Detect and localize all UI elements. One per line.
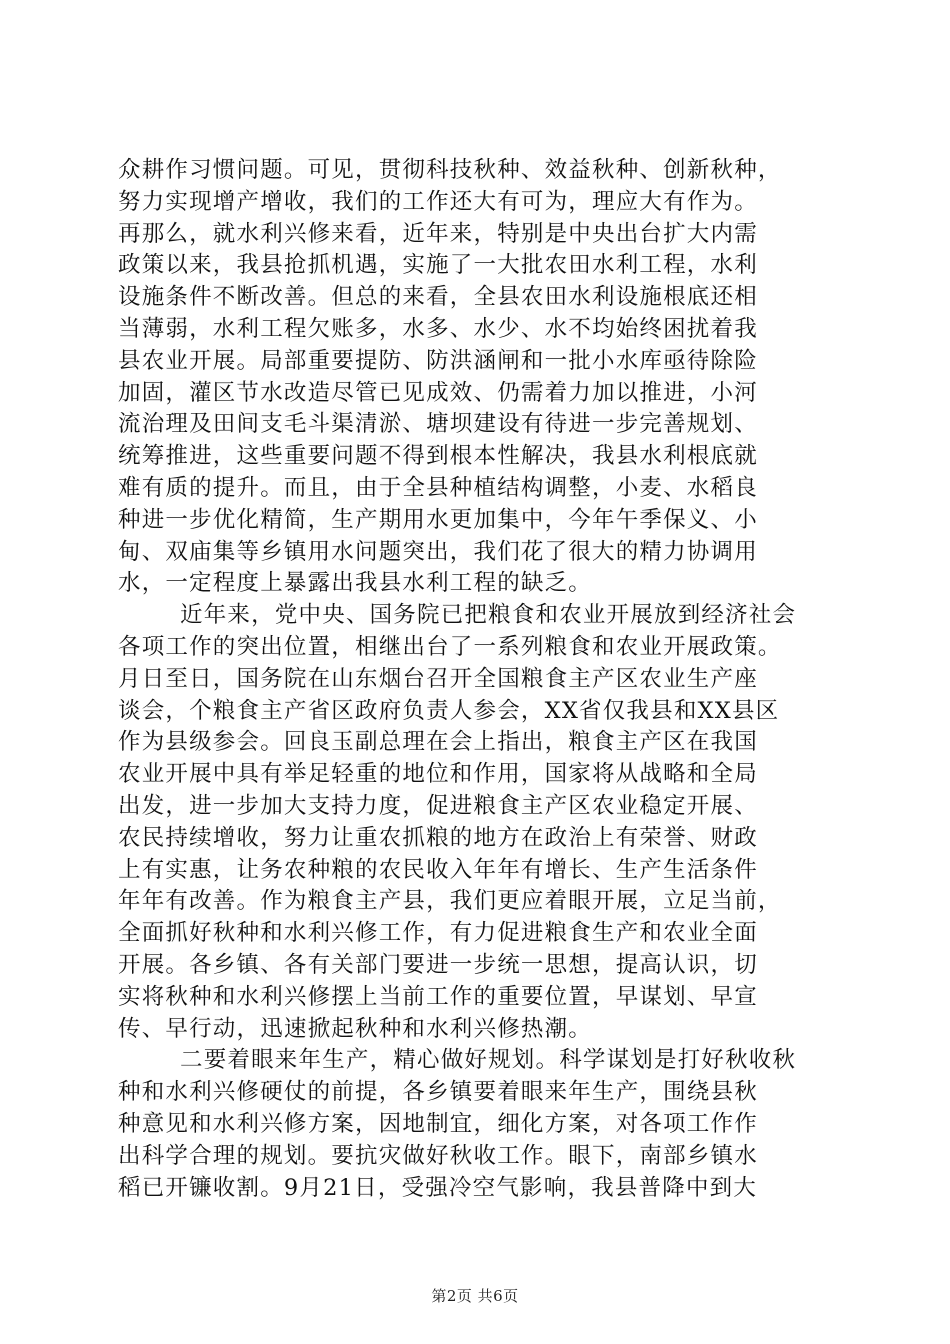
document-body xyxy=(118,155,830,1204)
text-line: 传、早行动，迅速掀起秋种和水利兴修热潮。 xyxy=(118,1015,593,1042)
text-line: 努力实现增产增收，我们的工作还大有可为，理应大有作为。 xyxy=(118,188,758,215)
text-line: 作为县级参会。回良玉副总理在会上指出，粮食主产区在我国 xyxy=(118,729,758,756)
text-line: 出发，进一步加大支持力度，促进粮食主产区农业稳定开展、 xyxy=(118,792,758,819)
text-line: 全面抓好秋种和水利兴修工作，有力促进粮食生产和农业全面 xyxy=(118,920,758,947)
text-line: 当薄弱，水利工程欠账多，水多、水少、水不均始终困扰着我 xyxy=(118,315,758,342)
text-line: 谈会，个粮食主产省区政府负责人参会，XX省仅我县和XX县区 xyxy=(118,697,780,724)
text-line: 水，一定程度上暴露出我县水利工程的缺乏。 xyxy=(118,570,593,597)
text-line: 月日至日，国务院在山东烟台召开全国粮食主产区农业生产座 xyxy=(118,665,758,692)
text-line: 统筹推进，这些重要问题不得到根本性解决，我县水利根底就 xyxy=(118,443,758,470)
text-line: 众耕作习惯问题。可见，贯彻科技秋种、效益秋种、创新秋种， xyxy=(118,157,782,183)
text-line: 甸、双庙集等乡镇用水问题突出，我们花了很大的精力协调用 xyxy=(118,538,758,565)
text-line: 二要着眼来年生产，精心做好规划。科学谋划是打好秋收秋 xyxy=(180,1047,797,1074)
text-line: 流治理及田间支毛斗渠清淤、塘坝建设有待进一步完善规划、 xyxy=(118,411,758,438)
text-line: 各项工作的突出位置，相继出台了一系列粮食和农业开展政策。 xyxy=(118,633,782,660)
text-line: 政策以来，我县抢抓机遇，实施了一大批农田水利工程，水利 xyxy=(118,252,758,279)
text-line: 开展。各乡镇、各有关部门要进一步统一思想，提高认识，切 xyxy=(118,951,758,978)
text-line: 再那么，就水利兴修来看，近年来，特别是中央出台扩大内需 xyxy=(118,220,758,247)
text-line: 设施条件不断改善。但总的来看，全县农田水利设施根底还相 xyxy=(118,284,758,311)
text-line: 上有实惠，让务农种粮的农民收入年年有增长、生产生活条件 xyxy=(118,856,758,883)
text-line: 种和水利兴修硬仗的前提，各乡镇要着眼来年生产，围绕县秋 xyxy=(118,1079,758,1106)
text-line: 农业开展中具有举足轻重的地位和作用，国家将从战略和全局 xyxy=(118,761,758,788)
text-line: 县农业开展。局部重要提防、防洪涵闸和一批小水库亟待除险 xyxy=(118,347,758,374)
text-line: 种意见和水利兴修方案，因地制宜，细化方案，对各项工作作 xyxy=(118,1110,758,1137)
text-line: 加固，灌区节水改造尽管已见成效、仍需着力加以推进，小河 xyxy=(118,379,758,406)
page-footer: 第2页 共6页 xyxy=(431,1287,519,1305)
text-line: 近年来，党中央、国务院已把粮食和农业开展放到经济社会 xyxy=(180,602,797,629)
text-line: 年年有改善。作为粮食主产县，我们更应着眼开展，立足当前， xyxy=(118,888,782,915)
text-line: 农民持续增收，努力让重农抓粮的地方在政治上有荣誉、财政 xyxy=(118,824,758,851)
text-line: 种进一步优化精简，生产期用水更加集中，今年午季保义、小 xyxy=(118,506,758,533)
text-line: 难有质的提升。而且，由于全县种植结构调整，小麦、水稻良 xyxy=(118,474,758,501)
text-line: 出科学合理的规划。要抗灾做好秋收工作。眼下，南部乡镇水 xyxy=(118,1142,758,1169)
text-line: 实将秋种和水利兴修摆上当前工作的重要位置，早谋划、早宣 xyxy=(118,983,758,1010)
text-line: 稻已开镰收割。9月21日，受强冷空气影响，我县普降中到大 xyxy=(118,1174,758,1201)
